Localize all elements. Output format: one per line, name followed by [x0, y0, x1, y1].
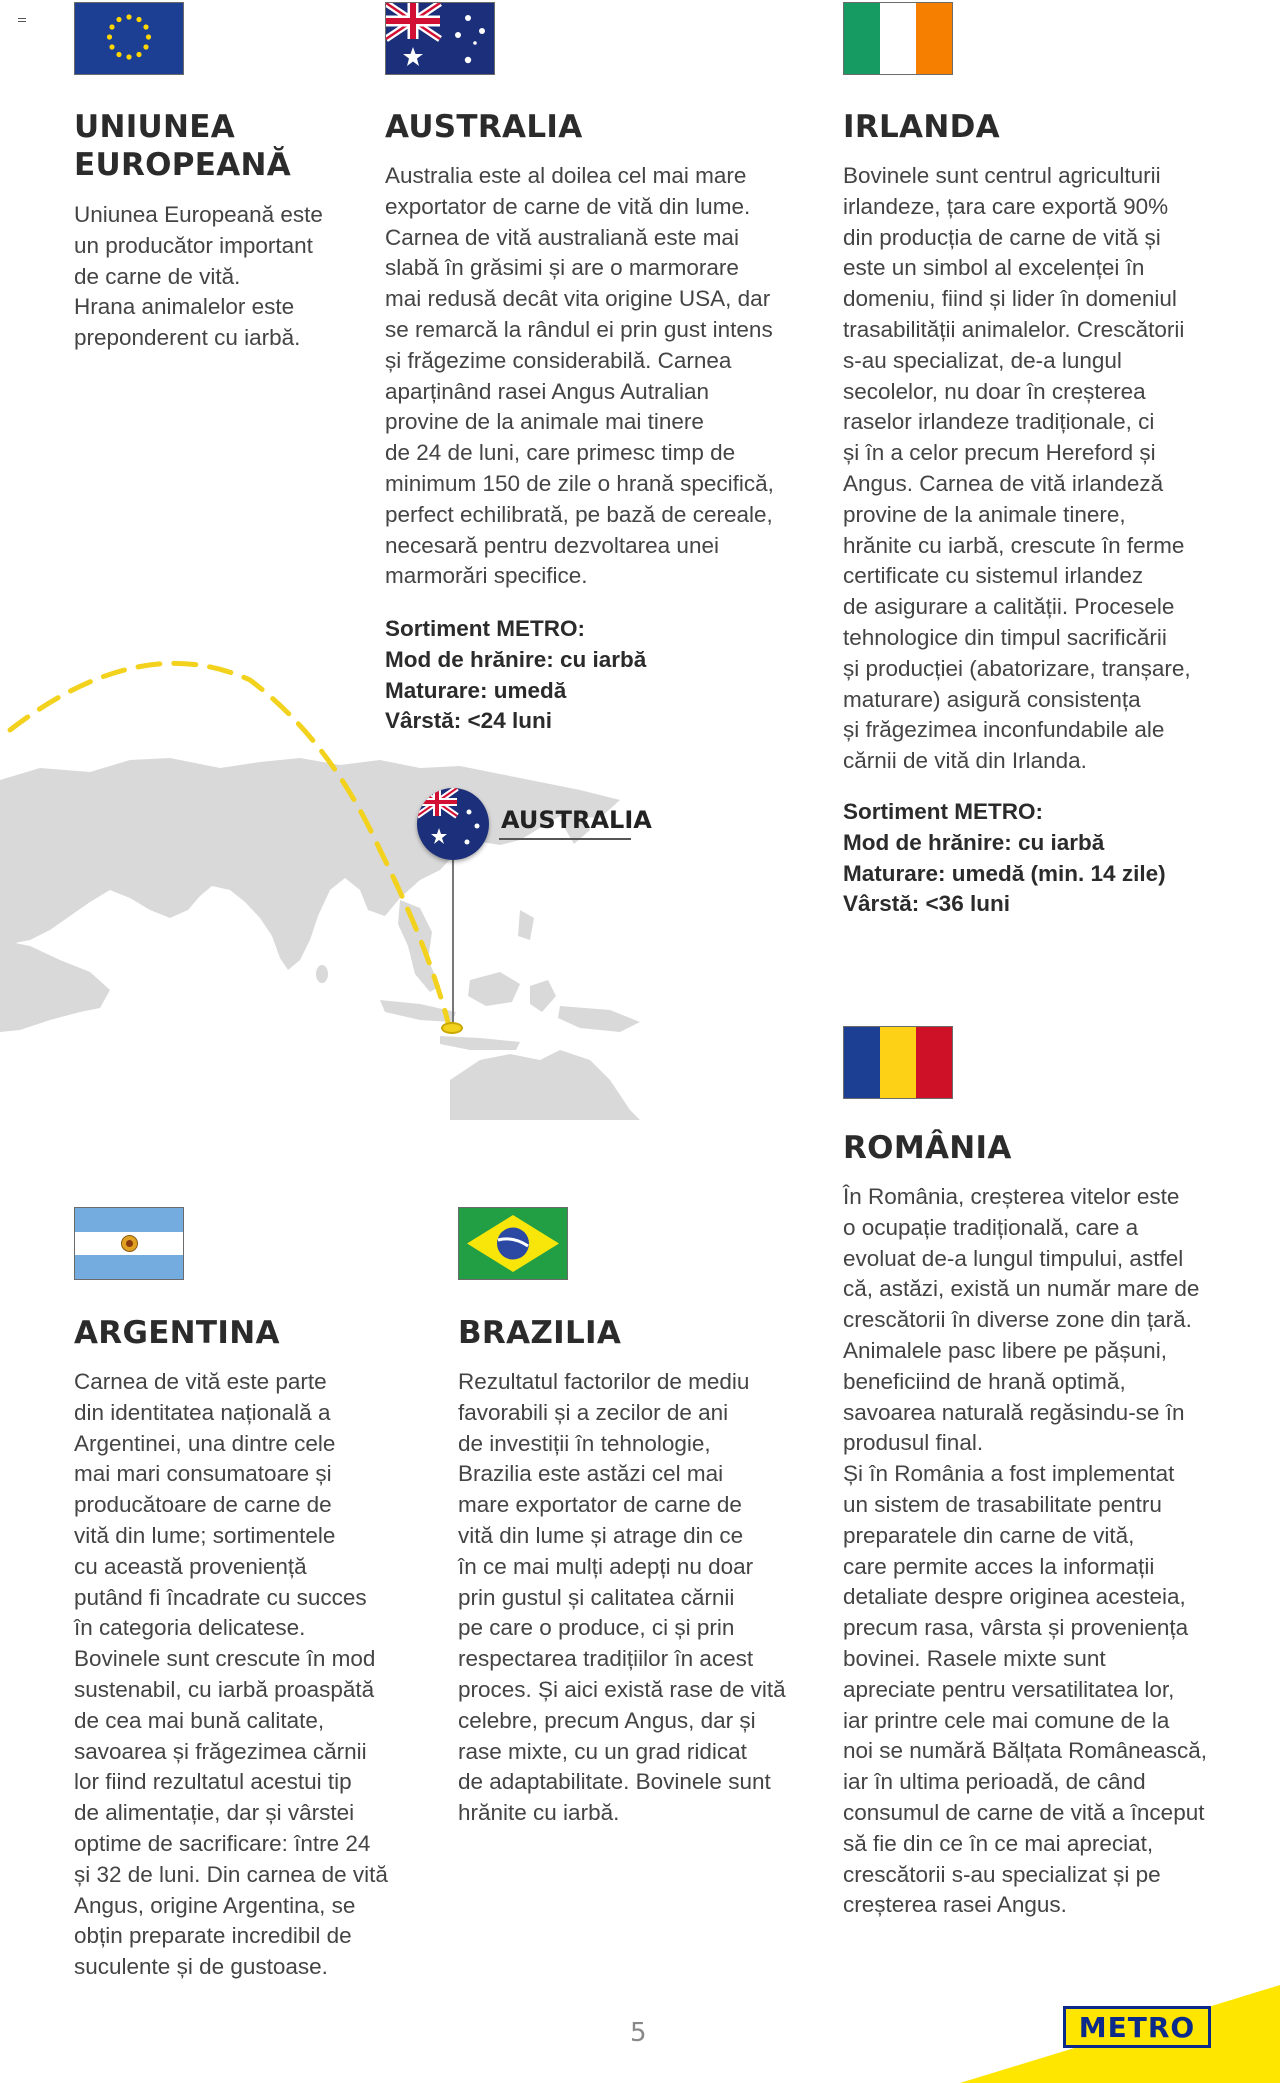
text-line: Uniunea Europeană este: [74, 202, 323, 227]
text-line: producătoare de carne de: [74, 1492, 332, 1518]
text-line: s-au specializat, de-a lungul: [843, 347, 1122, 373]
text-line: Australia este al doilea cel mai mare: [385, 163, 747, 188]
text-line: favorabili și a zecilor de ani: [458, 1399, 729, 1425]
text-line: din identitatea națională a: [74, 1399, 331, 1425]
text-line: Bovinele sunt crescute în mod: [74, 1646, 376, 1672]
text-line: optime de sacrificare: între 24: [74, 1830, 371, 1856]
text-line: trasabilității animalelor. Crescătorii: [843, 316, 1185, 342]
text-line: vită din lume și atrage din ce: [458, 1522, 744, 1548]
text-line: tehnologice din timpul sacrificării: [843, 624, 1167, 650]
text-line: un sistem de trasabilitate pentru: [843, 1491, 1162, 1517]
text-line: beneficiind de hrană optimă,: [843, 1368, 1126, 1394]
text-line: provine de la animale mai tinere: [385, 409, 704, 435]
metro-logo-text: METRO: [1078, 2010, 1196, 2044]
text-line: Vârstă: <36 luni: [843, 891, 1010, 917]
text-line: și în a celor precum Hereford și: [843, 440, 1156, 466]
text-line: evoluat de-a lungul timpului, astfel: [843, 1245, 1184, 1271]
text-line: Hrana animalelor este: [74, 294, 295, 320]
text-line: cărnii de vită din Irlanda.: [843, 748, 1087, 774]
text-line: putând fi încadrate cu succes: [74, 1584, 367, 1610]
text-line: Mod de hrănire: cu iarbă: [843, 829, 1105, 855]
text-line: provine de la animale tinere,: [843, 501, 1126, 527]
text-line: proces. Și aici există rase de vită: [458, 1676, 786, 1702]
text-line: celebre, precum Angus, dar și: [458, 1707, 756, 1733]
text-line: noi se numără Bălțata Românească,: [843, 1738, 1207, 1764]
text-line: și 32 de luni. Din carnea de vită: [74, 1861, 388, 1887]
text-line: de 24 de luni, care primesc timp de: [385, 440, 736, 466]
text-line: suculente și de gustoase.: [74, 1954, 328, 1980]
text-line: în ce mai mulți adepți nu doar: [458, 1553, 754, 1579]
text-line: aparținând rasei Angus Autralian: [385, 378, 709, 404]
text-line: mai redusă decât vita origine USA, dar: [385, 286, 771, 312]
text-line: Angus. Carnea de vită irlandeză: [843, 470, 1164, 496]
text-line: obțin preparate incredibil de: [74, 1923, 352, 1949]
text-line: iar în ultima perioadă, de când: [843, 1769, 1146, 1795]
text-line: vită din lume; sortimentele: [74, 1522, 336, 1548]
text-line: o ocupație tradițională, care a: [843, 1214, 1139, 1240]
text-line: perfect echilibrată, pe bază de cereale,: [385, 501, 773, 527]
text-line: preponderent cu iarbă.: [74, 325, 301, 351]
argentina-title: ARGENTINA: [74, 1315, 280, 1351]
text-line: care permite acces la informații: [843, 1553, 1155, 1579]
text-line: Maturare: umedă (min. 14 zile): [843, 860, 1166, 886]
map-pin-label: AUSTRALIA: [501, 806, 652, 834]
text-line: Vârstă: <24 luni: [385, 708, 552, 734]
text-line: un producător important: [74, 232, 313, 258]
text-line: de cea mai bună calitate,: [74, 1707, 325, 1733]
text-line: maturare) asigură consistența: [843, 686, 1141, 712]
text-line: din producția de carne de vită și: [843, 224, 1161, 250]
romania-title: ROMÂNIA: [843, 1130, 1012, 1166]
text-line: minimum 150 de zile o hrană specifică,: [385, 470, 774, 496]
text-line: Bovinele sunt centrul agriculturii: [843, 163, 1161, 188]
text-line: este un simbol al excelenței în: [843, 255, 1145, 281]
text-line: creșterea rasei Angus.: [843, 1892, 1067, 1918]
text-line: certificate cu sistemul irlandez: [843, 563, 1144, 589]
text-line: savoarea și frăgezimea cărnii: [74, 1738, 367, 1764]
text-line: irlandeze, țara care exportă 90%: [843, 193, 1169, 219]
text-line: precum rasa, vârsta și proveniența: [843, 1615, 1189, 1641]
text-line: respectarea tradițiilor în acest: [458, 1646, 754, 1672]
text-line: rase mixte, cu un grad ridicat: [458, 1738, 747, 1764]
text-line: raselor irlandeze tradiționale, ci: [843, 409, 1155, 435]
text-line: prin gustul și calitatea cărnii: [458, 1584, 735, 1610]
text-line: și frăgezime considerabilă. Carnea: [385, 347, 732, 373]
text-line: Mod de hrănire: cu iarbă: [385, 646, 647, 672]
text-line: apreciate pentru versatilitatea lor,: [843, 1676, 1175, 1702]
text-line: consumul de carne de vită a început: [843, 1799, 1205, 1825]
text-line: În România, creșterea vitelor este: [843, 1184, 1180, 1209]
text-line: crescătorii în diverse zone din țară.: [843, 1307, 1192, 1333]
text-line: secolelor, nu doar în creșterea: [843, 378, 1146, 404]
irlanda-title: IRLANDA: [843, 109, 1000, 145]
text-line: se remarcă la rândul ei prin gust intens: [385, 316, 773, 342]
page-number: 5: [630, 2018, 647, 2048]
brazilia-title: BRAZILIA: [458, 1315, 622, 1351]
text-line: hrănite cu iarbă.: [458, 1800, 620, 1826]
text-line: bovinei. Rasele mixte sunt: [843, 1645, 1106, 1671]
text-line: lor fiind rezultatul acestui tip: [74, 1769, 352, 1795]
text-line: Argentinei, una dintre cele: [74, 1430, 336, 1456]
text-line: exportator de carne de vită din lume.: [385, 193, 751, 219]
text-line: și producției (abatorizare, tranșare,: [843, 655, 1191, 681]
text-line: marmorări specifice.: [385, 563, 588, 589]
text-line: hrănite cu iarbă, crescute în ferme: [843, 532, 1185, 558]
text-line: și frăgezimea inconfundabile ale: [843, 717, 1165, 743]
text-line: de investiții în tehnologie,: [458, 1430, 711, 1456]
text-line: Animalele pasc libere pe pășuni,: [843, 1337, 1167, 1363]
text-line: sustenabil, cu iarbă proaspătă: [74, 1676, 375, 1702]
text-line: de carne de vită.: [74, 263, 241, 289]
text-line: Brazilia este astăzi cel mai: [458, 1461, 724, 1487]
text-line: în categoria delicatese.: [74, 1615, 306, 1641]
text-line: Carnea de vită este parte: [74, 1369, 327, 1394]
text-line: de adaptabilitate. Bovinele sunt: [458, 1769, 771, 1795]
text-line: detaliate despre originea acesteia,: [843, 1584, 1186, 1610]
eu-title: UNIUNEA EUROPEANĂ: [74, 109, 292, 183]
text-line: necesară pentru dezvoltarea unei: [385, 532, 719, 558]
text-line: produsul final.: [843, 1430, 984, 1456]
australia-title: AUSTRALIA: [385, 109, 583, 145]
text-line: de alimentație, dar și vârstei: [74, 1800, 355, 1826]
text-line: cu această proveniență: [74, 1553, 307, 1579]
text-line: de asigurare a calității. Procesele: [843, 594, 1175, 620]
text-line: să fie din ce în ce mai apreciat,: [843, 1830, 1154, 1856]
text-line: Sortiment METRO:: [843, 799, 1043, 824]
text-line: Angus, origine Argentina, se: [74, 1892, 356, 1918]
text-line: slabă în grăsimi și are o marmorare: [385, 255, 739, 281]
text-line: Sortiment METRO:: [385, 616, 585, 641]
text-line: iar printre cele mai comune de la: [843, 1707, 1170, 1733]
text-line: savoarea naturală regăsindu-se în: [843, 1399, 1185, 1425]
text-line: preparatele din carne de vită,: [843, 1522, 1135, 1548]
text-line: crescătorii s-au specializat și pe: [843, 1861, 1161, 1887]
text-line: mare exportator de carne de: [458, 1492, 742, 1518]
metro-logo[interactable]: [1063, 2006, 1211, 2048]
text-line: Rezultatul factorilor de mediu: [458, 1369, 750, 1394]
text-line: Carnea de vită australiană este mai: [385, 224, 739, 250]
text-line: mai mari consumatoare și: [74, 1461, 332, 1487]
text-line: Maturare: umedă: [385, 677, 567, 703]
text-line: domeniu, fiind și lider în domeniul: [843, 286, 1177, 312]
text-line: pe care o produce, ci și prin: [458, 1615, 735, 1641]
text-line: Și în România a fost implementat: [843, 1461, 1175, 1487]
text-line: că, astăzi, există un număr mare de: [843, 1276, 1200, 1302]
